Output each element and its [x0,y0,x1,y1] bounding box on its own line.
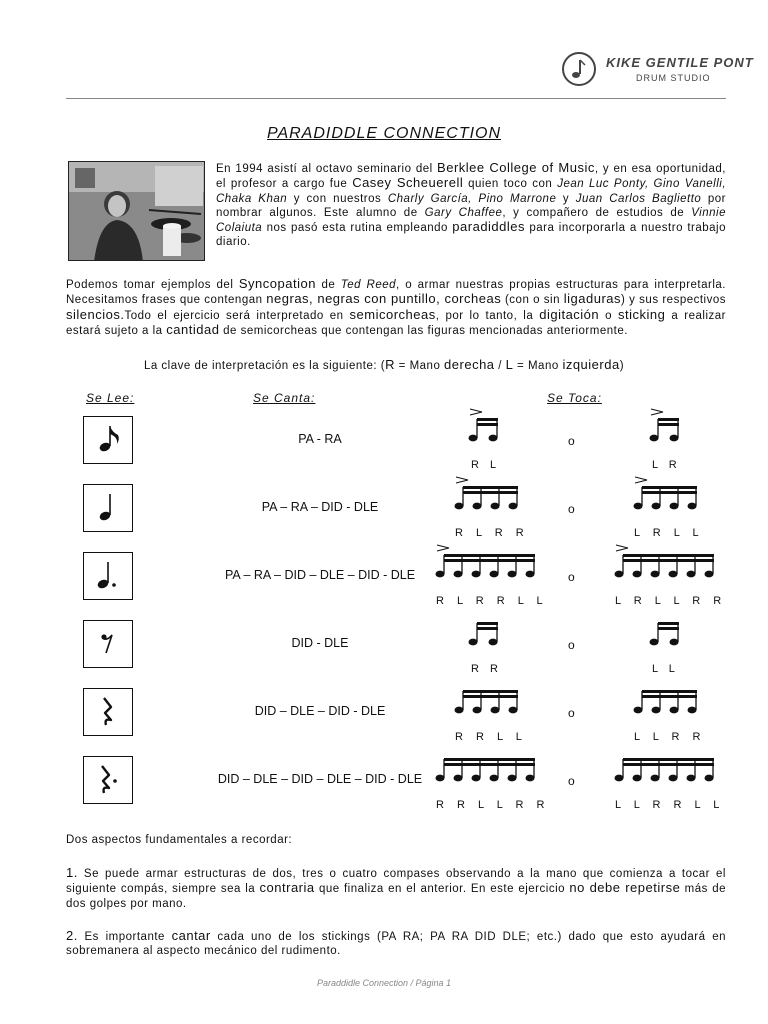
sung-syllables: PA – RA – DID - DLE [261,500,379,514]
aspect-two-paragraph: 2. Es importante cantar cada uno de los stickings (PA RA; PA RA DID DLE; etc.) dado que esto ayudará en sobremanera al aspecto mecánico del rudimento. [66,928,726,958]
quarter-rest-icon [83,688,133,736]
sticking-label: R L R R L L [436,595,548,607]
or-label: o [568,638,575,652]
exercise-row [0,416,768,480]
sticking-label: L R [652,459,681,471]
sung-syllables: DID – DLE – DID – DLE – DID - DLE [217,772,423,786]
sticking-label: L R L L [634,527,704,539]
sung-syllables: DID – DLE – DID - DLE [254,704,386,718]
exercise-row [0,756,768,820]
page-title: PARADIDDLE CONNECTION [266,125,502,142]
or-label: o [568,502,575,516]
sung-syllables: PA - RA [298,432,342,446]
or-label: o [568,706,575,720]
page-footer: Paraddidle Connection / Página 1 [316,978,452,988]
sticking-label: R R L L [455,731,527,743]
sticking-label: R L [471,459,501,471]
quarter-note-icon [83,484,133,532]
header-se-canta: Se Canta: [253,391,316,405]
drum-studio-logo-icon [562,52,596,86]
eighth-note-icon [83,416,133,464]
sticking-label: L R L L R R [615,595,727,607]
aspect-one-paragraph: 1. Se puede armar estructuras de dos, tres o cuatro compases observando a la mano que comienza a tocar el siguiente compás, siempre sea la contraria que finaliza en el anterior. En este ejercicio no debe repetirse más de dos golpes por mano. [66,865,726,910]
header-divider [66,98,726,99]
or-label: o [568,570,575,584]
sung-syllables: DID - DLE [291,636,349,650]
dotted-quarter-note-icon [83,552,133,600]
header-se-lee: Se Lee: [86,391,135,405]
exercise-row [0,552,768,616]
sticking-label: R R [471,663,502,675]
sticking-label: L L [652,663,679,675]
logo-subtitle: DRUM STUDIO [636,73,711,83]
dotted-quarter-rest-icon [83,756,133,804]
or-label: o [568,434,575,448]
exercise-row [0,484,768,548]
drummer-photo [68,161,205,261]
exercise-row [0,688,768,752]
header-se-toca: Se Toca: [547,391,602,405]
exercise-row [0,620,768,684]
interpretation-key: La clave de interpretación es la siguiente: (R = Mano derecha / L = Mano izquierda) [143,357,625,372]
syncopation-paragraph: Podemos tomar ejemplos del Syncopation de Ted Reed, o armar nuestras propias estructuras para interpretarla. Necesitamos frases que contengan negras, negras con puntillo, corcheas (con o sin ligaduras) y sus respectivos silencios.Todo el ejercicio será interpretado en semicorcheas, por lo tanto, la digitación o sticking a realizar estará sujeto a la cantidad de semicorcheas que contengan las figuras mencionadas anteriormente. [66,276,727,337]
sticking-label: R L R R [455,527,529,539]
eighth-rest-icon [83,620,133,668]
sticking-label: L L R R [634,731,706,743]
sticking-label: R R L L R R [436,799,550,811]
intro-paragraph: En 1994 asistí al octavo seminario del Berklee College of Music, y en esa oportunidad, el profesor a cargo fue Casey Scheuerell quien toco con Jean Luc Ponty, Gino Vanelli, Chaka Khan y con nuestros Charly García, Pino Marrone y Juan Carlos Baglietto por nombrar algunos. Este alumno de Gary Chaffee, y compañero de estudios de Vinnie Colaiuta nos pasó esta rutina empleando paradiddles para incorporarla a nuestro trabajo diario. [216,160,727,249]
or-label: o [568,774,575,788]
sticking-label: L L R R L L [615,799,725,811]
logo-name: KIKE GENTILE PONT [606,55,754,70]
aspects-intro: Dos aspectos fundamentales a recordar: [66,834,293,846]
sung-syllables: PA – RA – DID – DLE – DID - DLE [224,568,416,582]
